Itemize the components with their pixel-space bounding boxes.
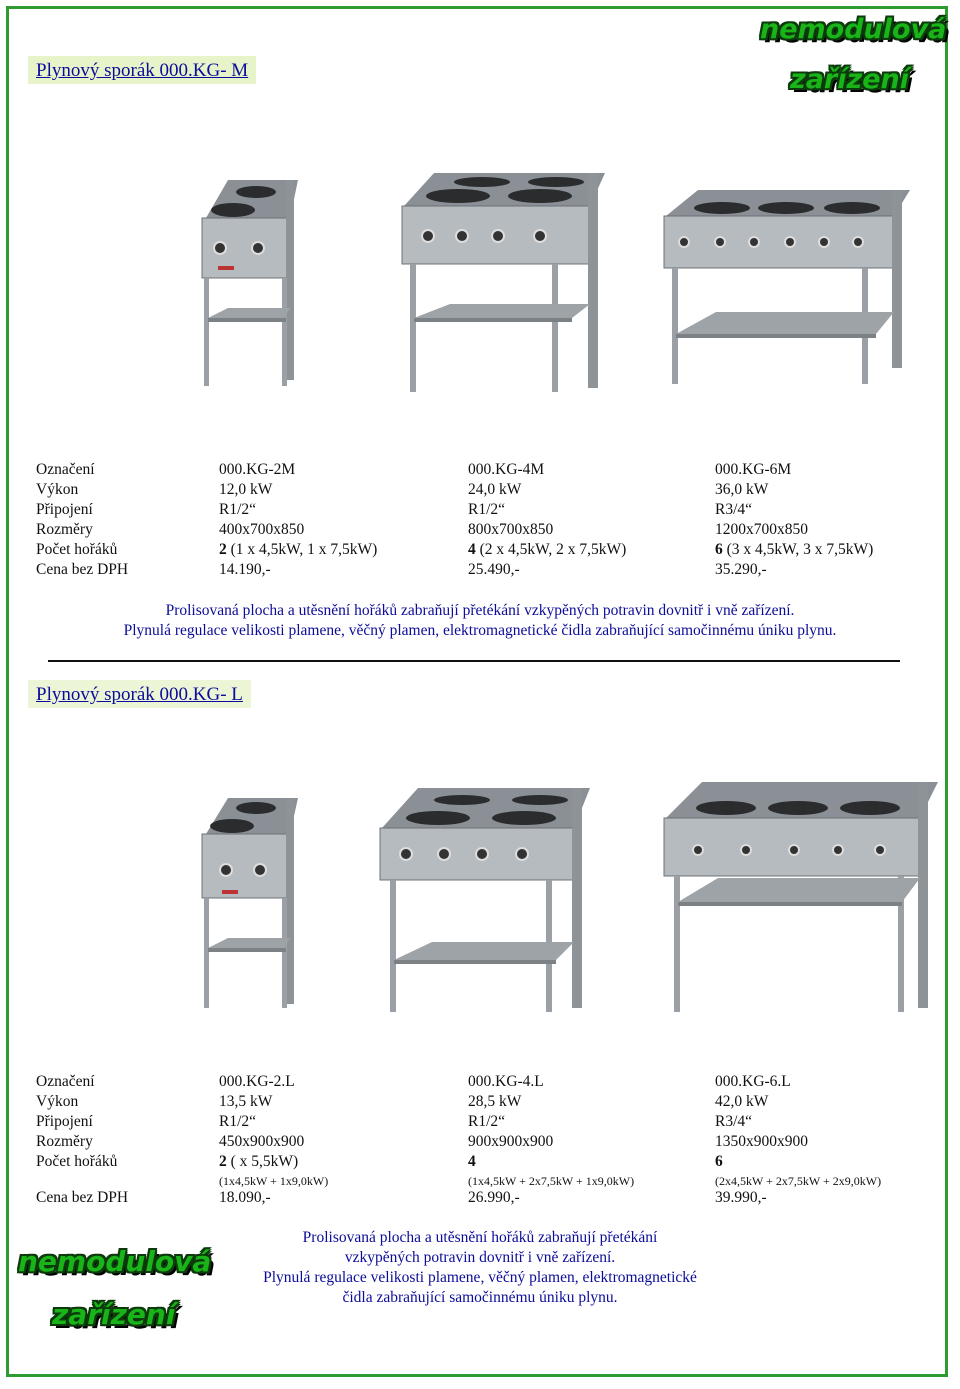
product-image-kg-2m bbox=[198, 168, 298, 390]
feature-note-line: Prolisovaná plocha a utěsnění hořáků zabraňují přetékání vzkypěných potravin dovnitř i vně zařízení. bbox=[165, 602, 795, 619]
spec-value: 400x700x850 bbox=[219, 521, 305, 538]
spec-value: R1/2“ bbox=[468, 1113, 506, 1130]
feature-note-line: Plynulá regulace velikosti plamene, věčný plamen, elektromagnetické bbox=[263, 1269, 697, 1286]
spec-value: R1/2“ bbox=[219, 501, 257, 518]
spec-value: (1x4,5kW + 2x7,5kW + 1x9,0kW) bbox=[468, 1174, 635, 1188]
spec-value: 000.KG-6M bbox=[715, 461, 792, 478]
spec-value: 450x900x900 bbox=[219, 1133, 305, 1150]
spec-label: Označení bbox=[36, 461, 95, 478]
spec-price: 39.990,- bbox=[715, 1189, 767, 1206]
spec-value: 36,0 kW bbox=[715, 481, 769, 498]
spec-value: R1/2“ bbox=[219, 1113, 257, 1130]
spec-value: 800x700x850 bbox=[468, 521, 554, 538]
spec-label: Rozměry bbox=[36, 521, 93, 538]
spec-label: Cena bez DPH bbox=[36, 561, 129, 578]
spec-value: 6 bbox=[715, 1153, 723, 1170]
spec-value: 000.KG-4M bbox=[468, 461, 545, 478]
feature-note-line: Prolisovaná plocha a utěsnění hořáků zabraňují přetékání bbox=[302, 1229, 658, 1246]
spec-value: 2 ( x 5,5kW) bbox=[219, 1153, 299, 1170]
spec-label: Připojení bbox=[36, 1113, 93, 1130]
spec-value: 6 (3 x 4,5kW, 3 x 7,5kW) bbox=[715, 541, 874, 558]
feature-note-line: Plynulá regulace velikosti plamene, věčný plamen, elektromagnetické čidla zabraňující samočinnému úniku plynu. bbox=[123, 622, 837, 639]
spec-value: 900x900x900 bbox=[468, 1133, 554, 1150]
spec-value: (1x4,5kW + 1x9,0kW) bbox=[219, 1174, 329, 1188]
spec-label: Rozměry bbox=[36, 1133, 93, 1150]
spec-value: 2 (1 x 4,5kW, 1 x 7,5kW) bbox=[219, 541, 378, 558]
spec-value: 24,0 kW bbox=[468, 481, 522, 498]
spec-value: R3/4“ bbox=[715, 1113, 753, 1130]
spec-value: 42,0 kW bbox=[715, 1093, 769, 1110]
spec-label: Výkon bbox=[36, 1093, 79, 1110]
spec-label: Výkon bbox=[36, 481, 79, 498]
spec-price: 35.290,- bbox=[715, 561, 767, 578]
spec-price: 25.490,- bbox=[468, 561, 520, 578]
spec-value: 13,5 kW bbox=[219, 1093, 273, 1110]
spec-value: R1/2“ bbox=[468, 501, 506, 518]
spec-label: Cena bez DPH bbox=[36, 1189, 129, 1206]
spec-value: 28,5 kW bbox=[468, 1093, 522, 1110]
spec-value: 000.KG-6.L bbox=[715, 1073, 791, 1090]
section-title-l: Plynový sporák 000.KG- L bbox=[28, 680, 251, 708]
feature-note-l bbox=[200, 1228, 760, 1308]
stamp-nemodulova-bottom: nemodulová bbox=[18, 1245, 212, 1278]
section-divider bbox=[48, 660, 900, 662]
product-image-kg-6m bbox=[662, 188, 910, 390]
spec-value: 12,0 kW bbox=[219, 481, 273, 498]
spec-price: 18.090,- bbox=[219, 1189, 271, 1206]
product-image-kg-2l bbox=[198, 790, 298, 1012]
feature-note-line: čidla zabraňující samočinnému úniku plynu. bbox=[342, 1289, 618, 1306]
product-image-kg-4m bbox=[400, 168, 605, 398]
spec-price: 26.990,- bbox=[468, 1189, 520, 1206]
spec-label: Počet hořáků bbox=[36, 541, 118, 558]
spec-value: 4 (2 x 4,5kW, 2 x 7,5kW) bbox=[468, 541, 627, 558]
spec-value: 4 bbox=[468, 1153, 476, 1170]
product-image-kg-4l bbox=[378, 784, 590, 1018]
spec-label: Označení bbox=[36, 1073, 95, 1090]
stamp-nemodulova-top: nemodulová bbox=[760, 14, 947, 45]
feature-note-m bbox=[20, 601, 940, 641]
spec-value: 1200x700x850 bbox=[715, 521, 808, 538]
stamp-zarizeni-top: zařízení bbox=[790, 64, 910, 95]
spec-value: 000.KG-2M bbox=[219, 461, 296, 478]
spec-value: 1350x900x900 bbox=[715, 1133, 808, 1150]
stamp-zarizeni-bottom: zařízení bbox=[52, 1298, 176, 1331]
spec-value: 000.KG-2.L bbox=[219, 1073, 295, 1090]
spec-label: Připojení bbox=[36, 501, 93, 518]
spec-price: 14.190,- bbox=[219, 561, 271, 578]
section-title-m: Plynový sporák 000.KG- M bbox=[28, 56, 256, 84]
product-image-kg-6l bbox=[662, 778, 938, 1018]
spec-label: Počet hořáků bbox=[36, 1153, 118, 1170]
spec-value: 000.KG-4.L bbox=[468, 1073, 544, 1090]
spec-value: (2x4,5kW + 2x7,5kW + 2x9,0kW) bbox=[715, 1174, 882, 1188]
feature-note-line: vzkypěných potravin dovnitř i vně zařízení. bbox=[344, 1249, 616, 1266]
spec-value: R3/4“ bbox=[715, 501, 753, 518]
